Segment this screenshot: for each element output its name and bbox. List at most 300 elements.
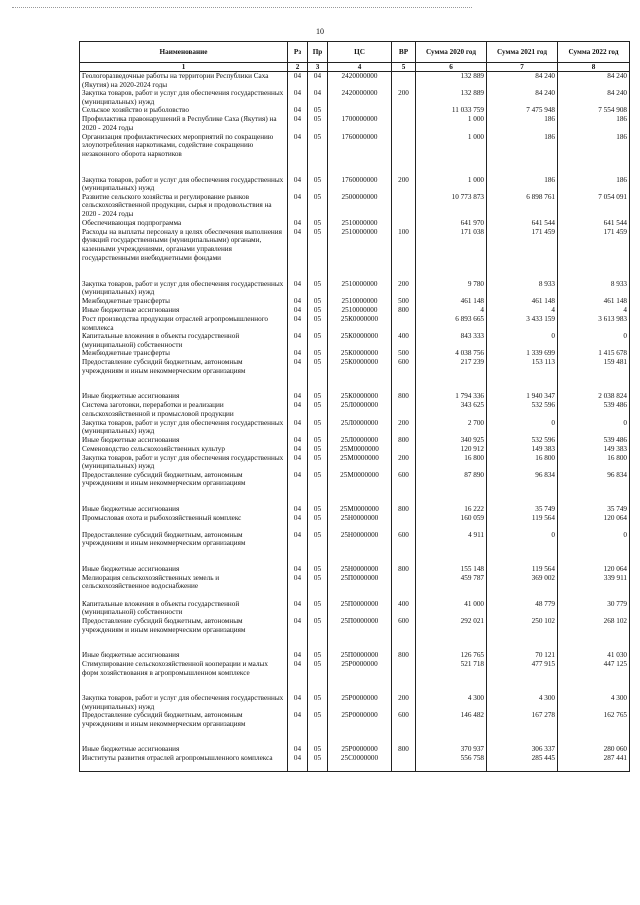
row-vr — [392, 401, 416, 418]
row-sum-2020: 132 889 — [416, 72, 487, 90]
row-name: Система заготовки, переработки и реализации сельскохозяйственной и промысловой продукции — [80, 401, 288, 418]
row-name: Иные бюджетные ассигнования — [80, 745, 288, 754]
row-sum-2022: 539 486 — [558, 436, 630, 445]
row-pr: 05 — [308, 471, 328, 505]
table-row — [80, 514, 630, 531]
row-sum-2020: 556 758 — [416, 754, 487, 771]
row-vr — [392, 193, 416, 219]
table-row — [80, 115, 630, 132]
row-vr: 200 — [392, 694, 416, 711]
row-cs: 2420000000 — [328, 72, 392, 90]
row-sum-2022: 120 064 — [558, 514, 630, 531]
row-sum-2021: 1 339 699 — [487, 349, 558, 358]
row-pr: 05 — [308, 349, 328, 358]
row-name: Предоставление субсидий бюджетным, автономным учреждениям и иным некоммерческим организациям — [80, 358, 288, 392]
row-name: Профилактика правонарушений в Республике Саха (Якутия) на 2020 - 2024 годы — [80, 115, 288, 132]
row-sum-2020: 4 300 — [416, 694, 487, 711]
row-pr: 05 — [308, 711, 328, 745]
row-sum-2022: 159 481 — [558, 358, 630, 392]
row-vr: 600 — [392, 711, 416, 745]
row-sum-2020: 292 021 — [416, 617, 487, 651]
row-sum-2022: 30 779 — [558, 600, 630, 617]
row-rz: 04 — [288, 754, 308, 771]
table-row — [80, 306, 630, 315]
table-row — [80, 193, 630, 219]
row-rz: 04 — [288, 349, 308, 358]
row-cs: 2500000000 — [328, 193, 392, 219]
row-sum-2022: 35 749 — [558, 505, 630, 514]
row-cs: 25Н0000000 — [328, 514, 392, 531]
row-rz: 04 — [288, 711, 308, 745]
row-rz: 04 — [288, 297, 308, 306]
table-row — [80, 280, 630, 297]
row-vr — [392, 445, 416, 454]
table-row — [80, 617, 630, 651]
row-sum-2020: 340 925 — [416, 436, 487, 445]
row-vr: 100 — [392, 228, 416, 280]
row-sum-2021: 0 — [487, 531, 558, 565]
row-pr: 05 — [308, 617, 328, 651]
row-cs: 25К0000000 — [328, 358, 392, 392]
row-rz: 04 — [288, 454, 308, 471]
row-cs: 25П0000000 — [328, 617, 392, 651]
row-cs: 25М0000000 — [328, 471, 392, 505]
column-number: 1 — [80, 63, 288, 72]
row-sum-2022: 8 933 — [558, 280, 630, 297]
row-sum-2022: 0 — [558, 419, 630, 436]
row-sum-2021: 285 445 — [487, 754, 558, 771]
row-sum-2020: 1 000 — [416, 133, 487, 176]
row-vr: 500 — [392, 349, 416, 358]
row-sum-2020: 1 000 — [416, 115, 487, 132]
row-name: Институты развития отраслей агропромышленного комплекса — [80, 754, 288, 771]
row-name: Капитальные вложения в объекты государственной (муниципальной) собственности — [80, 600, 288, 617]
row-sum-2020: 4 038 756 — [416, 349, 487, 358]
table-row — [80, 574, 630, 600]
row-name: Закупка товаров, работ и услуг для обеспечения государственных (муниципальных) нужд — [80, 694, 288, 711]
row-cs: 2510000000 — [328, 280, 392, 297]
row-pr: 04 — [308, 89, 328, 106]
table-row — [80, 745, 630, 754]
row-cs: 25Л0000000 — [328, 419, 392, 436]
row-sum-2021: 70 121 — [487, 651, 558, 660]
table-row — [80, 600, 630, 617]
row-cs: 25М0000000 — [328, 505, 392, 514]
row-sum-2021: 7 475 948 — [487, 106, 558, 115]
row-rz: 04 — [288, 419, 308, 436]
row-vr — [392, 72, 416, 90]
row-rz: 04 — [288, 89, 308, 106]
row-sum-2020: 132 889 — [416, 89, 487, 106]
row-pr: 05 — [308, 358, 328, 392]
row-rz: 04 — [288, 219, 308, 228]
row-sum-2022: 120 064 — [558, 565, 630, 574]
row-sum-2022: 539 486 — [558, 401, 630, 418]
row-sum-2021: 250 102 — [487, 617, 558, 651]
table-row — [80, 565, 630, 574]
row-vr: 200 — [392, 419, 416, 436]
row-pr: 05 — [308, 332, 328, 349]
row-sum-2022: 4 — [558, 306, 630, 315]
table-row — [80, 651, 630, 660]
row-cs: 25П0000000 — [328, 651, 392, 660]
row-pr: 05 — [308, 219, 328, 228]
row-vr: 800 — [392, 436, 416, 445]
row-sum-2021: 532 596 — [487, 436, 558, 445]
row-name: Иные бюджетные ассигнования — [80, 392, 288, 401]
row-pr: 05 — [308, 454, 328, 471]
row-rz: 04 — [288, 306, 308, 315]
row-pr: 04 — [308, 72, 328, 90]
row-cs: 25М0000000 — [328, 445, 392, 454]
row-cs — [328, 106, 392, 115]
row-sum-2021: 1 940 347 — [487, 392, 558, 401]
table-row — [80, 315, 630, 332]
row-rz: 04 — [288, 694, 308, 711]
row-sum-2021: 84 240 — [487, 72, 558, 90]
row-sum-2022: 2 038 824 — [558, 392, 630, 401]
row-vr — [392, 514, 416, 531]
table-row — [80, 133, 630, 176]
row-rz: 04 — [288, 617, 308, 651]
row-pr: 05 — [308, 280, 328, 297]
row-sum-2021: 8 933 — [487, 280, 558, 297]
row-sum-2020: 217 239 — [416, 358, 487, 392]
row-vr: 800 — [392, 306, 416, 315]
row-sum-2022: 339 911 — [558, 574, 630, 600]
row-cs: 2510000000 — [328, 306, 392, 315]
row-sum-2021: 477 915 — [487, 660, 558, 694]
header-sum-2021: Сумма 2021 год — [487, 42, 558, 63]
row-name: Сельское хозяйство и рыболовство — [80, 106, 288, 115]
row-sum-2021: 167 278 — [487, 711, 558, 745]
column-number: 4 — [328, 63, 392, 72]
row-rz: 04 — [288, 445, 308, 454]
row-pr: 05 — [308, 445, 328, 454]
row-sum-2020: 41 000 — [416, 600, 487, 617]
row-name: Стимулирование сельскохозяйственной кооперации и малых форм хозяйствования в агропромышленном комплексе — [80, 660, 288, 694]
table-row — [80, 349, 630, 358]
row-sum-2021: 84 240 — [487, 89, 558, 106]
row-rz: 04 — [288, 660, 308, 694]
row-sum-2022: 1 415 678 — [558, 349, 630, 358]
row-rz: 04 — [288, 600, 308, 617]
row-pr: 05 — [308, 106, 328, 115]
row-pr: 05 — [308, 565, 328, 574]
budget-table — [79, 41, 630, 772]
row-vr — [392, 315, 416, 332]
row-sum-2021: 186 — [487, 133, 558, 176]
row-sum-2020: 4 — [416, 306, 487, 315]
row-cs: 2510000000 — [328, 228, 392, 280]
row-vr — [392, 106, 416, 115]
row-vr: 600 — [392, 471, 416, 505]
row-name: Закупка товаров, работ и услуг для обеспечения государственных (муниципальных) нужд — [80, 89, 288, 106]
row-sum-2020: 10 773 873 — [416, 193, 487, 219]
row-sum-2020: 171 038 — [416, 228, 487, 280]
row-vr: 800 — [392, 505, 416, 514]
row-rz: 04 — [288, 401, 308, 418]
row-rz: 04 — [288, 176, 308, 193]
header-cs: ЦС — [328, 42, 392, 63]
table-row — [80, 176, 630, 193]
table-row — [80, 228, 630, 280]
row-rz: 04 — [288, 514, 308, 531]
row-pr: 05 — [308, 754, 328, 771]
column-number-row — [80, 63, 630, 72]
row-name: Предоставление субсидий бюджетным, автономным учреждениям и иным некоммерческим организациям — [80, 471, 288, 505]
row-sum-2020: 11 033 759 — [416, 106, 487, 115]
row-sum-2021: 6 898 761 — [487, 193, 558, 219]
table-row — [80, 531, 630, 565]
row-rz: 04 — [288, 651, 308, 660]
column-number: 3 — [308, 63, 328, 72]
row-name: Организация профилактических мероприятий по сокращению злоупотребления наркотиками, содействие сокращению незаконного оборота наркотиков — [80, 133, 288, 176]
row-pr: 05 — [308, 514, 328, 531]
row-vr: 400 — [392, 600, 416, 617]
row-rz: 04 — [288, 193, 308, 219]
row-sum-2021: 119 564 — [487, 514, 558, 531]
row-sum-2022: 641 544 — [558, 219, 630, 228]
row-sum-2020: 87 890 — [416, 471, 487, 505]
row-name: Закупка товаров, работ и услуг для обеспечения государственных (муниципальных) нужд — [80, 419, 288, 436]
row-vr: 800 — [392, 392, 416, 401]
row-name: Капитальные вложения в объекты государственной (муниципальной) собственности — [80, 332, 288, 349]
top-rule — [12, 7, 472, 8]
row-pr: 05 — [308, 306, 328, 315]
row-rz: 04 — [288, 505, 308, 514]
table-row — [80, 72, 630, 90]
row-sum-2020: 461 148 — [416, 297, 487, 306]
table-row — [80, 419, 630, 436]
row-sum-2021: 3 433 159 — [487, 315, 558, 332]
row-name: Межбюджетные трансферты — [80, 297, 288, 306]
row-name: Иные бюджетные ассигнования — [80, 306, 288, 315]
row-sum-2022: 186 — [558, 133, 630, 176]
row-vr: 600 — [392, 358, 416, 392]
row-pr: 05 — [308, 531, 328, 565]
row-vr — [392, 133, 416, 176]
row-rz: 04 — [288, 745, 308, 754]
table-row — [80, 454, 630, 471]
row-pr: 05 — [308, 115, 328, 132]
row-sum-2020: 126 765 — [416, 651, 487, 660]
row-cs: 25П0000000 — [328, 600, 392, 617]
row-pr: 05 — [308, 574, 328, 600]
row-cs: 25Н0000000 — [328, 531, 392, 565]
row-rz: 04 — [288, 72, 308, 90]
row-name: Геологоразведочные работы на территории Республики Саха (Якутия) на 2020-2024 годы — [80, 72, 288, 90]
row-pr: 05 — [308, 297, 328, 306]
row-sum-2022: 162 765 — [558, 711, 630, 745]
row-rz: 04 — [288, 115, 308, 132]
row-sum-2022: 16 800 — [558, 454, 630, 471]
row-sum-2020: 4 911 — [416, 531, 487, 565]
row-vr: 200 — [392, 176, 416, 193]
row-rz: 04 — [288, 133, 308, 176]
row-sum-2021: 35 749 — [487, 505, 558, 514]
row-cs: 25К0000000 — [328, 349, 392, 358]
row-vr — [392, 115, 416, 132]
table-row — [80, 694, 630, 711]
row-sum-2022: 84 240 — [558, 89, 630, 106]
row-sum-2022: 7 054 091 — [558, 193, 630, 219]
row-pr: 05 — [308, 436, 328, 445]
row-pr: 05 — [308, 392, 328, 401]
row-sum-2022: 447 125 — [558, 660, 630, 694]
row-pr: 05 — [308, 133, 328, 176]
row-sum-2020: 9 780 — [416, 280, 487, 297]
row-cs: 25П0000000 — [328, 574, 392, 600]
row-cs: 1760000000 — [328, 133, 392, 176]
table-row — [80, 219, 630, 228]
row-vr — [392, 660, 416, 694]
table-row — [80, 505, 630, 514]
row-pr: 05 — [308, 315, 328, 332]
row-pr: 05 — [308, 600, 328, 617]
row-name: Предоставление субсидий бюджетным, автономным учреждениям и иным некоммерческим организациям — [80, 617, 288, 651]
row-vr: 800 — [392, 651, 416, 660]
row-sum-2021: 186 — [487, 176, 558, 193]
row-cs: 25Р0000000 — [328, 711, 392, 745]
row-pr: 05 — [308, 651, 328, 660]
row-sum-2021: 461 148 — [487, 297, 558, 306]
row-name: Развитие сельского хозяйства и регулирование рынков сельскохозяйственной продукции, сырья и продовольствия на 2020 - 2024 годы — [80, 193, 288, 219]
row-sum-2022: 287 441 — [558, 754, 630, 771]
row-sum-2021: 0 — [487, 332, 558, 349]
row-sum-2022: 268 102 — [558, 617, 630, 651]
row-sum-2021: 149 383 — [487, 445, 558, 454]
row-sum-2020: 370 937 — [416, 745, 487, 754]
row-sum-2021: 48 779 — [487, 600, 558, 617]
row-name: Семеноводство сельскохозяйственных культур — [80, 445, 288, 454]
row-vr — [392, 574, 416, 600]
row-cs: 25Л0000000 — [328, 401, 392, 418]
row-sum-2020: 459 787 — [416, 574, 487, 600]
table-row — [80, 471, 630, 505]
row-vr: 800 — [392, 565, 416, 574]
table-row — [80, 332, 630, 349]
row-rz: 04 — [288, 392, 308, 401]
row-rz: 04 — [288, 332, 308, 349]
row-sum-2020: 641 970 — [416, 219, 487, 228]
row-sum-2021: 369 002 — [487, 574, 558, 600]
table-row — [80, 711, 630, 745]
header-name: Наименование — [80, 42, 288, 63]
column-number: 7 — [487, 63, 558, 72]
row-vr: 600 — [392, 617, 416, 651]
row-name: Иные бюджетные ассигнования — [80, 565, 288, 574]
row-cs: 2420000000 — [328, 89, 392, 106]
row-cs: 25Р0000000 — [328, 694, 392, 711]
row-cs: 25К0000000 — [328, 315, 392, 332]
row-sum-2020: 16 222 — [416, 505, 487, 514]
row-sum-2021: 641 544 — [487, 219, 558, 228]
header-pr: Пр — [308, 42, 328, 63]
row-sum-2022: 171 459 — [558, 228, 630, 280]
row-name: Закупка товаров, работ и услуг для обеспечения государственных (муниципальных) нужд — [80, 454, 288, 471]
row-vr: 200 — [392, 89, 416, 106]
table-row — [80, 392, 630, 401]
column-number: 2 — [288, 63, 308, 72]
row-sum-2021: 0 — [487, 419, 558, 436]
row-sum-2020: 1 794 336 — [416, 392, 487, 401]
row-name: Мелиорация сельскохозяйственных земель и сельскохозяйственное водоснабжение — [80, 574, 288, 600]
row-sum-2022: 149 383 — [558, 445, 630, 454]
row-sum-2020: 6 893 665 — [416, 315, 487, 332]
row-pr: 05 — [308, 745, 328, 754]
header-rz: Рз — [288, 42, 308, 63]
row-sum-2022: 96 834 — [558, 471, 630, 505]
header-sum-2022: Сумма 2022 год — [558, 42, 630, 63]
header-row — [80, 42, 630, 63]
header-vr: ВР — [392, 42, 416, 63]
row-cs: 25К0000000 — [328, 392, 392, 401]
table-row — [80, 754, 630, 771]
row-vr: 500 — [392, 297, 416, 306]
row-sum-2021: 119 564 — [487, 565, 558, 574]
row-rz: 04 — [288, 315, 308, 332]
row-rz: 04 — [288, 471, 308, 505]
row-sum-2021: 153 113 — [487, 358, 558, 392]
row-name: Предоставление субсидий бюджетным, автономным учреждениям и иным некоммерческим организациям — [80, 531, 288, 565]
row-sum-2021: 186 — [487, 115, 558, 132]
row-rz: 04 — [288, 531, 308, 565]
row-cs: 25Н0000000 — [328, 565, 392, 574]
row-name: Закупка товаров, работ и услуг для обеспечения государственных (муниципальных) нужд — [80, 280, 288, 297]
row-sum-2022: 0 — [558, 531, 630, 565]
row-name: Расходы на выплаты персоналу в целях обеспечения выполнения функций государственными (муниципальными) органами, казенными учреждениями, органами управления государственными внебюджетными фондами — [80, 228, 288, 280]
row-pr: 05 — [308, 419, 328, 436]
row-name: Рост производства продукции отраслей агропромышленного комплекса — [80, 315, 288, 332]
row-sum-2020: 2 700 — [416, 419, 487, 436]
row-sum-2022: 280 060 — [558, 745, 630, 754]
row-pr: 05 — [308, 228, 328, 280]
row-name: Закупка товаров, работ и услуг для обеспечения государственных (муниципальных) нужд — [80, 176, 288, 193]
table-row — [80, 297, 630, 306]
row-vr: 200 — [392, 454, 416, 471]
table-row — [80, 89, 630, 106]
row-sum-2020: 1 000 — [416, 176, 487, 193]
row-pr: 05 — [308, 694, 328, 711]
column-number: 5 — [392, 63, 416, 72]
row-rz: 04 — [288, 565, 308, 574]
row-cs: 25С0000000 — [328, 754, 392, 771]
row-vr: 400 — [392, 332, 416, 349]
row-sum-2022: 186 — [558, 176, 630, 193]
row-sum-2022: 7 554 908 — [558, 106, 630, 115]
row-name: Обеспечивающая подпрограмма — [80, 219, 288, 228]
row-sum-2020: 146 482 — [416, 711, 487, 745]
row-sum-2020: 343 625 — [416, 401, 487, 418]
row-sum-2021: 16 800 — [487, 454, 558, 471]
row-sum-2020: 155 148 — [416, 565, 487, 574]
row-cs: 25К0000000 — [328, 332, 392, 349]
row-cs: 1700000000 — [328, 115, 392, 132]
row-name: Промысловая охота и рыбохозяйственный комплекс — [80, 514, 288, 531]
row-name: Иные бюджетные ассигнования — [80, 505, 288, 514]
row-vr: 200 — [392, 280, 416, 297]
row-sum-2021: 4 — [487, 306, 558, 315]
row-sum-2022: 41 030 — [558, 651, 630, 660]
row-cs: 2510000000 — [328, 219, 392, 228]
row-sum-2020: 843 333 — [416, 332, 487, 349]
column-number: 6 — [416, 63, 487, 72]
row-sum-2020: 160 059 — [416, 514, 487, 531]
row-sum-2022: 4 300 — [558, 694, 630, 711]
row-pr: 05 — [308, 401, 328, 418]
row-cs: 25Р0000000 — [328, 745, 392, 754]
